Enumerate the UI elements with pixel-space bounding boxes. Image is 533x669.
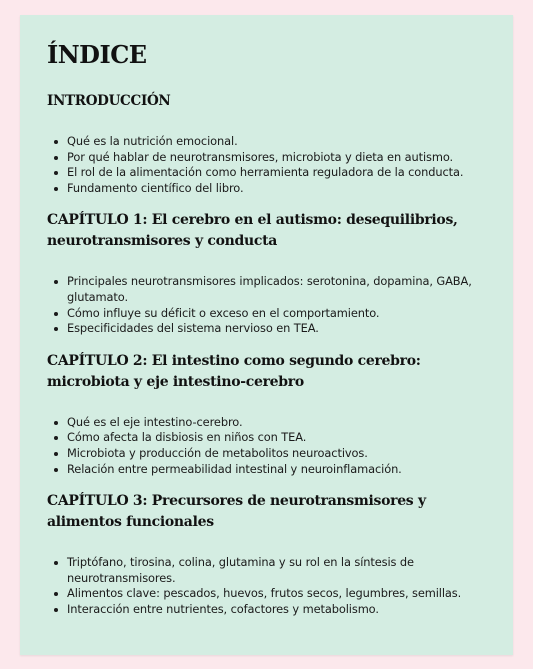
list-item: Alimentos clave: pescados, huevos, frutos secos, legumbres, semillas. bbox=[47, 586, 487, 602]
list-item: Relación entre permeabilidad intestinal y neuroinflamación. bbox=[47, 462, 487, 478]
list-item: Por qué hablar de neurotransmisores, microbiota y dieta en autismo. bbox=[47, 150, 487, 166]
chapter-2-list bbox=[47, 415, 487, 477]
index-page bbox=[20, 15, 513, 655]
list-item: Microbiota y producción de metabolitos neuroactivos. bbox=[47, 446, 487, 462]
section-heading-chapter-2: CAPÍTULO 2: El intestino como segundo cerebro: microbiota y eje intestino-cerebro bbox=[47, 352, 421, 390]
chapter-1-list bbox=[47, 274, 487, 336]
introduction-list bbox=[47, 134, 487, 196]
list-item: Interacción entre nutrientes, cofactores y metabolismo. bbox=[47, 602, 487, 618]
list-item: Fundamento científico del libro. bbox=[47, 181, 487, 197]
list-item: Cómo influye su déficit o exceso en el comportamiento. bbox=[47, 306, 487, 322]
list-item: Especificidades del sistema nervioso en TEA. bbox=[47, 321, 487, 337]
list-item: Cómo afecta la disbiosis en niños con TEA. bbox=[47, 430, 487, 446]
list-item: El rol de la alimentación como herramienta reguladora de la conducta. bbox=[47, 165, 487, 181]
section-heading-introduction: INTRODUCCIÓN bbox=[47, 93, 171, 109]
page-title: ÍNDICE bbox=[47, 40, 147, 69]
list-item: Qué es la nutrición emocional. bbox=[47, 134, 487, 150]
chapter-3-list bbox=[47, 555, 487, 617]
list-item: Triptófano, tirosina, colina, glutamina y su rol en la síntesis de neurotransmisores. bbox=[47, 555, 487, 586]
list-item: Qué es el eje intestino-cerebro. bbox=[47, 415, 487, 431]
section-heading-chapter-1: CAPÍTULO 1: El cerebro en el autismo: desequilibrios, neurotransmisores y conducta bbox=[47, 212, 458, 250]
section-heading-chapter-3: CAPÍTULO 3: Precursores de neurotransmisores y alimentos funcionales bbox=[47, 493, 426, 531]
list-item: Principales neurotransmisores implicados: serotonina, dopamina, GABA, glutamato. bbox=[47, 274, 487, 305]
